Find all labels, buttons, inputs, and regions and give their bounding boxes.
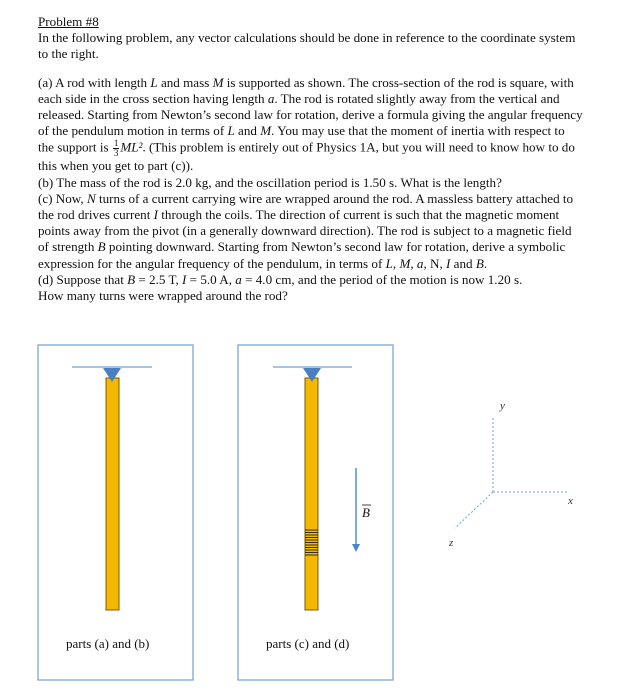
part-b: (b) The mass of the rod is 2.0 kg, and the oscillation period is 1.50 s. What is the length? xyxy=(38,174,502,190)
part-d: (d) Suppose that B = 2.5 T, I = 5.0 A, a = 4.0 cm, and the period of the motion is now 1.20 s. xyxy=(38,271,523,287)
panel-c-d xyxy=(238,345,393,680)
problem-title: Problem #8 xyxy=(38,14,99,29)
z-axis-label: z xyxy=(449,537,454,549)
z-axis xyxy=(455,492,493,528)
rod xyxy=(106,378,119,610)
rod-with-coil xyxy=(305,378,318,610)
part-c: (c) Now, N turns of a current carrying wire are wrapped around the rod. A massless battery attached to the rod drives current I through the coils. The direction of current is such that the magnetic moment points away from the pivot (in a generally downward direction). The rod is subject to a magnetic field of strength B pointing downward. Starting from Newton’s second law for rotation, derive a symbolic expression for the angular frequency of the pendulum, in terms of L, M, a, N, I and B. xyxy=(38,190,574,271)
part-d-question: How many turns were wrapped around the rod? xyxy=(38,288,288,304)
fraction-one-third: $\frac{1}{3}$ xyxy=(113,138,119,159)
panel-a-b xyxy=(38,345,193,680)
problem-intro: In the following problem, any vector calculations should be done in reference to the coordinate system to the right. xyxy=(38,30,576,62)
panel-c-d-caption: parts (c) and (d) xyxy=(266,636,350,651)
field-label: B xyxy=(362,505,370,520)
coordinate-system xyxy=(448,400,573,549)
panel-a-b-caption: parts (a) and (b) xyxy=(66,636,150,651)
x-axis-label: x xyxy=(568,495,573,507)
y-axis-label: y xyxy=(500,400,505,412)
part-a: (a) A rod with length L and mass M is supported as shown. The cross-section of the rod is square, with each side in the cross section having length a. The rod is rotated slightly away from the vertical and released. Starting from Newton’s second law for rotation, derive a formula giving the angular frequency of the pendulum motion in terms of L and M. You may use that the moment of inertia with respect to the support is $\frac{1}{3}$ ML². (This problem is entirely out of Physics 1A, but you will need to know how to do this when you get to part (c)). xyxy=(38,74,583,174)
